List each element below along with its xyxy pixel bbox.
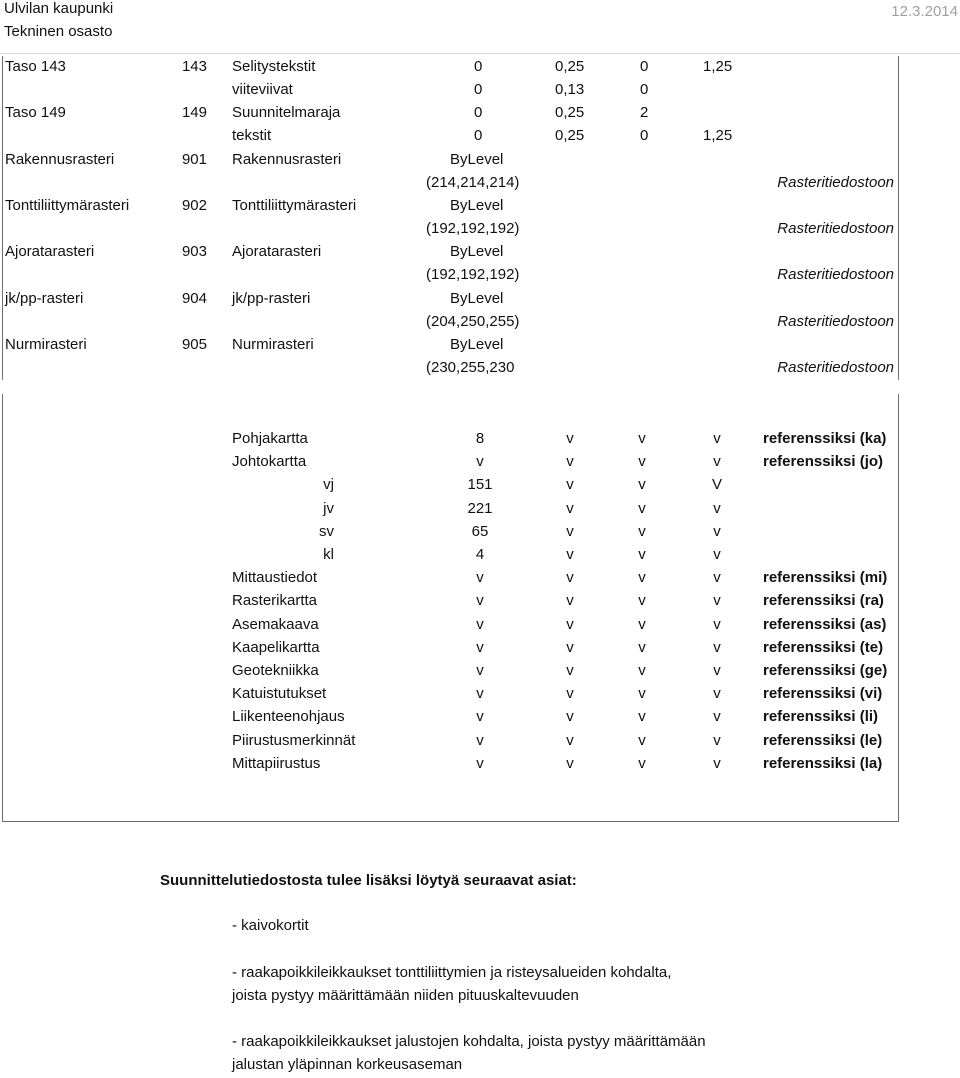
layer-column-4: v: [713, 500, 721, 517]
layer-column-1: v: [476, 755, 484, 772]
raster-description: Rakennusrasteri: [232, 151, 342, 168]
layer-column-2: v: [566, 639, 574, 656]
layer-column-1: v: [476, 732, 484, 749]
level-description: Suunnitelmaraja: [232, 104, 341, 121]
raster-name: Tonttiliittymärasteri: [5, 197, 130, 214]
level-value-1: 0: [474, 81, 483, 98]
raster-number: 905: [181, 336, 207, 353]
layer-column-1: v: [476, 708, 484, 725]
layer-column-4: v: [713, 592, 721, 609]
layer-column-4: v: [713, 662, 721, 679]
layer-column-1: v: [476, 639, 484, 656]
section-bottom-border: [2, 821, 899, 822]
layer-label: Geotekniikka: [232, 662, 319, 679]
layer-label: Liikenteenohjaus: [232, 708, 345, 725]
layer-column-3: v: [638, 430, 646, 447]
layer-column-1: v: [476, 685, 484, 702]
raster-rgb-value: (204,250,255): [426, 313, 520, 330]
layer-label: Piirustusmerkinnät: [232, 732, 356, 749]
section-left-border: [2, 394, 3, 822]
layer-column-4: v: [713, 523, 721, 540]
layer-column-3: v: [638, 546, 646, 563]
layer-column-2: v: [566, 500, 574, 517]
layer-column-2: v: [566, 569, 574, 586]
layer-reference: referenssiksi (te): [763, 639, 884, 656]
layer-label: sv: [319, 523, 334, 540]
layer-reference: referenssiksi (li): [763, 708, 879, 725]
table-right-border: [898, 56, 899, 380]
layer-label: Rasterikartta: [232, 592, 318, 609]
raster-rgb-value: (214,214,214): [426, 174, 520, 191]
layer-column-2: v: [566, 616, 574, 633]
raster-color-mode: ByLevel: [450, 197, 504, 214]
layer-column-3: v: [638, 616, 646, 633]
layer-column-1: 221: [467, 500, 493, 517]
organization-name: Ulvilan kaupunki: [4, 0, 114, 17]
layer-column-2: v: [566, 732, 574, 749]
layer-column-3: v: [638, 662, 646, 679]
raster-color-mode: ByLevel: [450, 290, 504, 307]
layer-column-2: v: [566, 755, 574, 772]
raster-name: Nurmirasteri: [5, 336, 87, 353]
layer-column-2: v: [566, 708, 574, 725]
level-value-3: 0: [640, 127, 649, 144]
level-description: viiteviivat: [232, 81, 293, 98]
layer-column-3: v: [638, 476, 646, 493]
layer-column-3: v: [638, 592, 646, 609]
layer-column-1: v: [476, 592, 484, 609]
layer-reference: referenssiksi (ka): [763, 430, 887, 447]
layer-column-4: v: [713, 546, 721, 563]
layer-label: Kaapelikartta: [232, 639, 320, 656]
layer-label: Mittapiirustus: [232, 755, 321, 772]
layer-column-2: v: [566, 523, 574, 540]
layer-column-3: v: [638, 523, 646, 540]
layer-label: Pohjakartta: [232, 430, 308, 447]
level-number: 143: [181, 58, 207, 75]
layer-reference: referenssiksi (jo): [763, 453, 884, 470]
raster-rgb-value: (192,192,192): [426, 220, 520, 237]
table-left-border: [2, 56, 3, 380]
raster-number: 904: [181, 290, 207, 307]
layer-column-1: v: [476, 453, 484, 470]
level-value-1: 0: [474, 127, 483, 144]
layer-reference: referenssiksi (vi): [763, 685, 883, 702]
section-right-border: [898, 394, 899, 822]
header-divider: [0, 53, 960, 54]
layer-reference: referenssiksi (le): [763, 732, 883, 749]
layer-label: Katuistutukset: [232, 685, 327, 702]
raster-name: Ajoratarasteri: [5, 243, 95, 260]
level-name: Taso 143: [5, 58, 66, 75]
level-name: Taso 149: [5, 104, 66, 121]
level-value-1: 0: [474, 104, 483, 121]
layer-column-2: v: [566, 592, 574, 609]
layer-column-3: v: [638, 755, 646, 772]
layer-column-4: v: [713, 453, 721, 470]
level-description: Selitystekstit: [232, 58, 316, 75]
notes-heading: Suunnittelutiedostosta tulee lisäksi löytyä seuraavat asiat:: [160, 872, 577, 889]
raster-number: 903: [181, 243, 207, 260]
layer-column-1: 151: [467, 476, 493, 493]
layer-column-2: v: [566, 453, 574, 470]
layer-column-2: v: [566, 685, 574, 702]
raster-target: Rasteritiedostoon: [777, 359, 894, 376]
document-date: 12.3.2014: [891, 3, 958, 20]
layer-column-1: 8: [475, 430, 485, 447]
level-value-2: 0,13: [555, 81, 585, 98]
level-value-4: 1,25: [703, 127, 733, 144]
raster-rgb-value: (192,192,192): [426, 266, 520, 283]
layer-column-2: v: [566, 546, 574, 563]
layer-column-3: v: [638, 569, 646, 586]
raster-name: Rakennusrasteri: [5, 151, 115, 168]
layer-label: Asemakaava: [232, 616, 319, 633]
layer-column-1: v: [476, 569, 484, 586]
raster-target: Rasteritiedostoon: [777, 313, 894, 330]
layer-column-3: v: [638, 639, 646, 656]
layer-reference: referenssiksi (as): [763, 616, 887, 633]
raster-color-mode: ByLevel: [450, 243, 504, 260]
layer-column-3: v: [638, 685, 646, 702]
layer-reference: referenssiksi (ge): [763, 662, 888, 679]
level-value-3: 0: [640, 81, 649, 98]
layer-label: Johtokartta: [232, 453, 307, 470]
level-value-4: 1,25: [703, 58, 733, 75]
layer-column-1: 65: [471, 523, 489, 540]
department-name: Tekninen osasto: [4, 23, 113, 40]
layer-column-4: V: [711, 476, 722, 493]
layer-column-2: v: [566, 476, 574, 493]
layer-reference: referenssiksi (ra): [763, 592, 884, 609]
raster-number: 901: [181, 151, 207, 168]
raster-target: Rasteritiedostoon: [777, 220, 894, 237]
raster-number: 902: [181, 197, 207, 214]
level-value-2: 0,25: [555, 58, 585, 75]
raster-description: Tonttiliittymärasteri: [232, 197, 357, 214]
layer-label: Mittaustiedot: [232, 569, 318, 586]
raster-color-mode: ByLevel: [450, 151, 504, 168]
level-value-3: 0: [640, 58, 649, 75]
raster-description: jk/pp-rasteri: [232, 290, 311, 307]
note-item: - raakapoikkileikkaukset tonttiliittymien ja risteysalueiden kohdalta,: [232, 964, 672, 981]
raster-description: Ajoratarasteri: [232, 243, 322, 260]
layer-column-3: v: [638, 708, 646, 725]
layer-column-4: v: [713, 430, 721, 447]
level-value-1: 0: [474, 58, 483, 75]
layer-column-1: v: [476, 662, 484, 679]
raster-target: Rasteritiedostoon: [777, 174, 894, 191]
layer-column-4: v: [713, 569, 721, 586]
raster-description: Nurmirasteri: [232, 336, 314, 353]
layer-column-2: v: [566, 662, 574, 679]
level-value-2: 0,25: [555, 127, 585, 144]
level-description: tekstit: [232, 127, 272, 144]
note-item: - raakapoikkileikkaukset jalustojen kohdalta, joista pystyy määrittämään: [232, 1033, 706, 1050]
layer-column-1: 4: [475, 546, 485, 563]
layer-column-4: v: [713, 639, 721, 656]
layer-column-4: v: [713, 685, 721, 702]
note-item: - kaivokortit: [232, 917, 309, 934]
note-item-continuation: joista pystyy määrittämään niiden pituuskaltevuuden: [232, 987, 579, 1004]
layer-column-4: v: [713, 755, 721, 772]
layer-column-3: v: [638, 732, 646, 749]
layer-label: vj: [323, 476, 334, 493]
layer-column-4: v: [713, 732, 721, 749]
raster-name: jk/pp-rasteri: [5, 290, 84, 307]
note-item-continuation: jalustan yläpinnan korkeusaseman: [232, 1056, 463, 1073]
layer-column-2: v: [566, 430, 574, 447]
raster-target: Rasteritiedostoon: [777, 266, 894, 283]
layer-column-3: v: [638, 453, 646, 470]
layer-column-4: v: [713, 616, 721, 633]
layer-column-1: v: [476, 616, 484, 633]
layer-reference: referenssiksi (la): [763, 755, 883, 772]
raster-color-mode: ByLevel: [450, 336, 504, 353]
layer-reference: referenssiksi (mi): [763, 569, 888, 586]
layer-column-4: v: [713, 708, 721, 725]
layer-label: kl: [323, 546, 334, 563]
level-value-2: 0,25: [555, 104, 585, 121]
level-number: 149: [181, 104, 207, 121]
layer-column-3: v: [638, 500, 646, 517]
raster-rgb-value: (230,255,230: [426, 359, 515, 376]
layer-label: jv: [323, 500, 334, 517]
level-value-3: 2: [640, 104, 649, 121]
